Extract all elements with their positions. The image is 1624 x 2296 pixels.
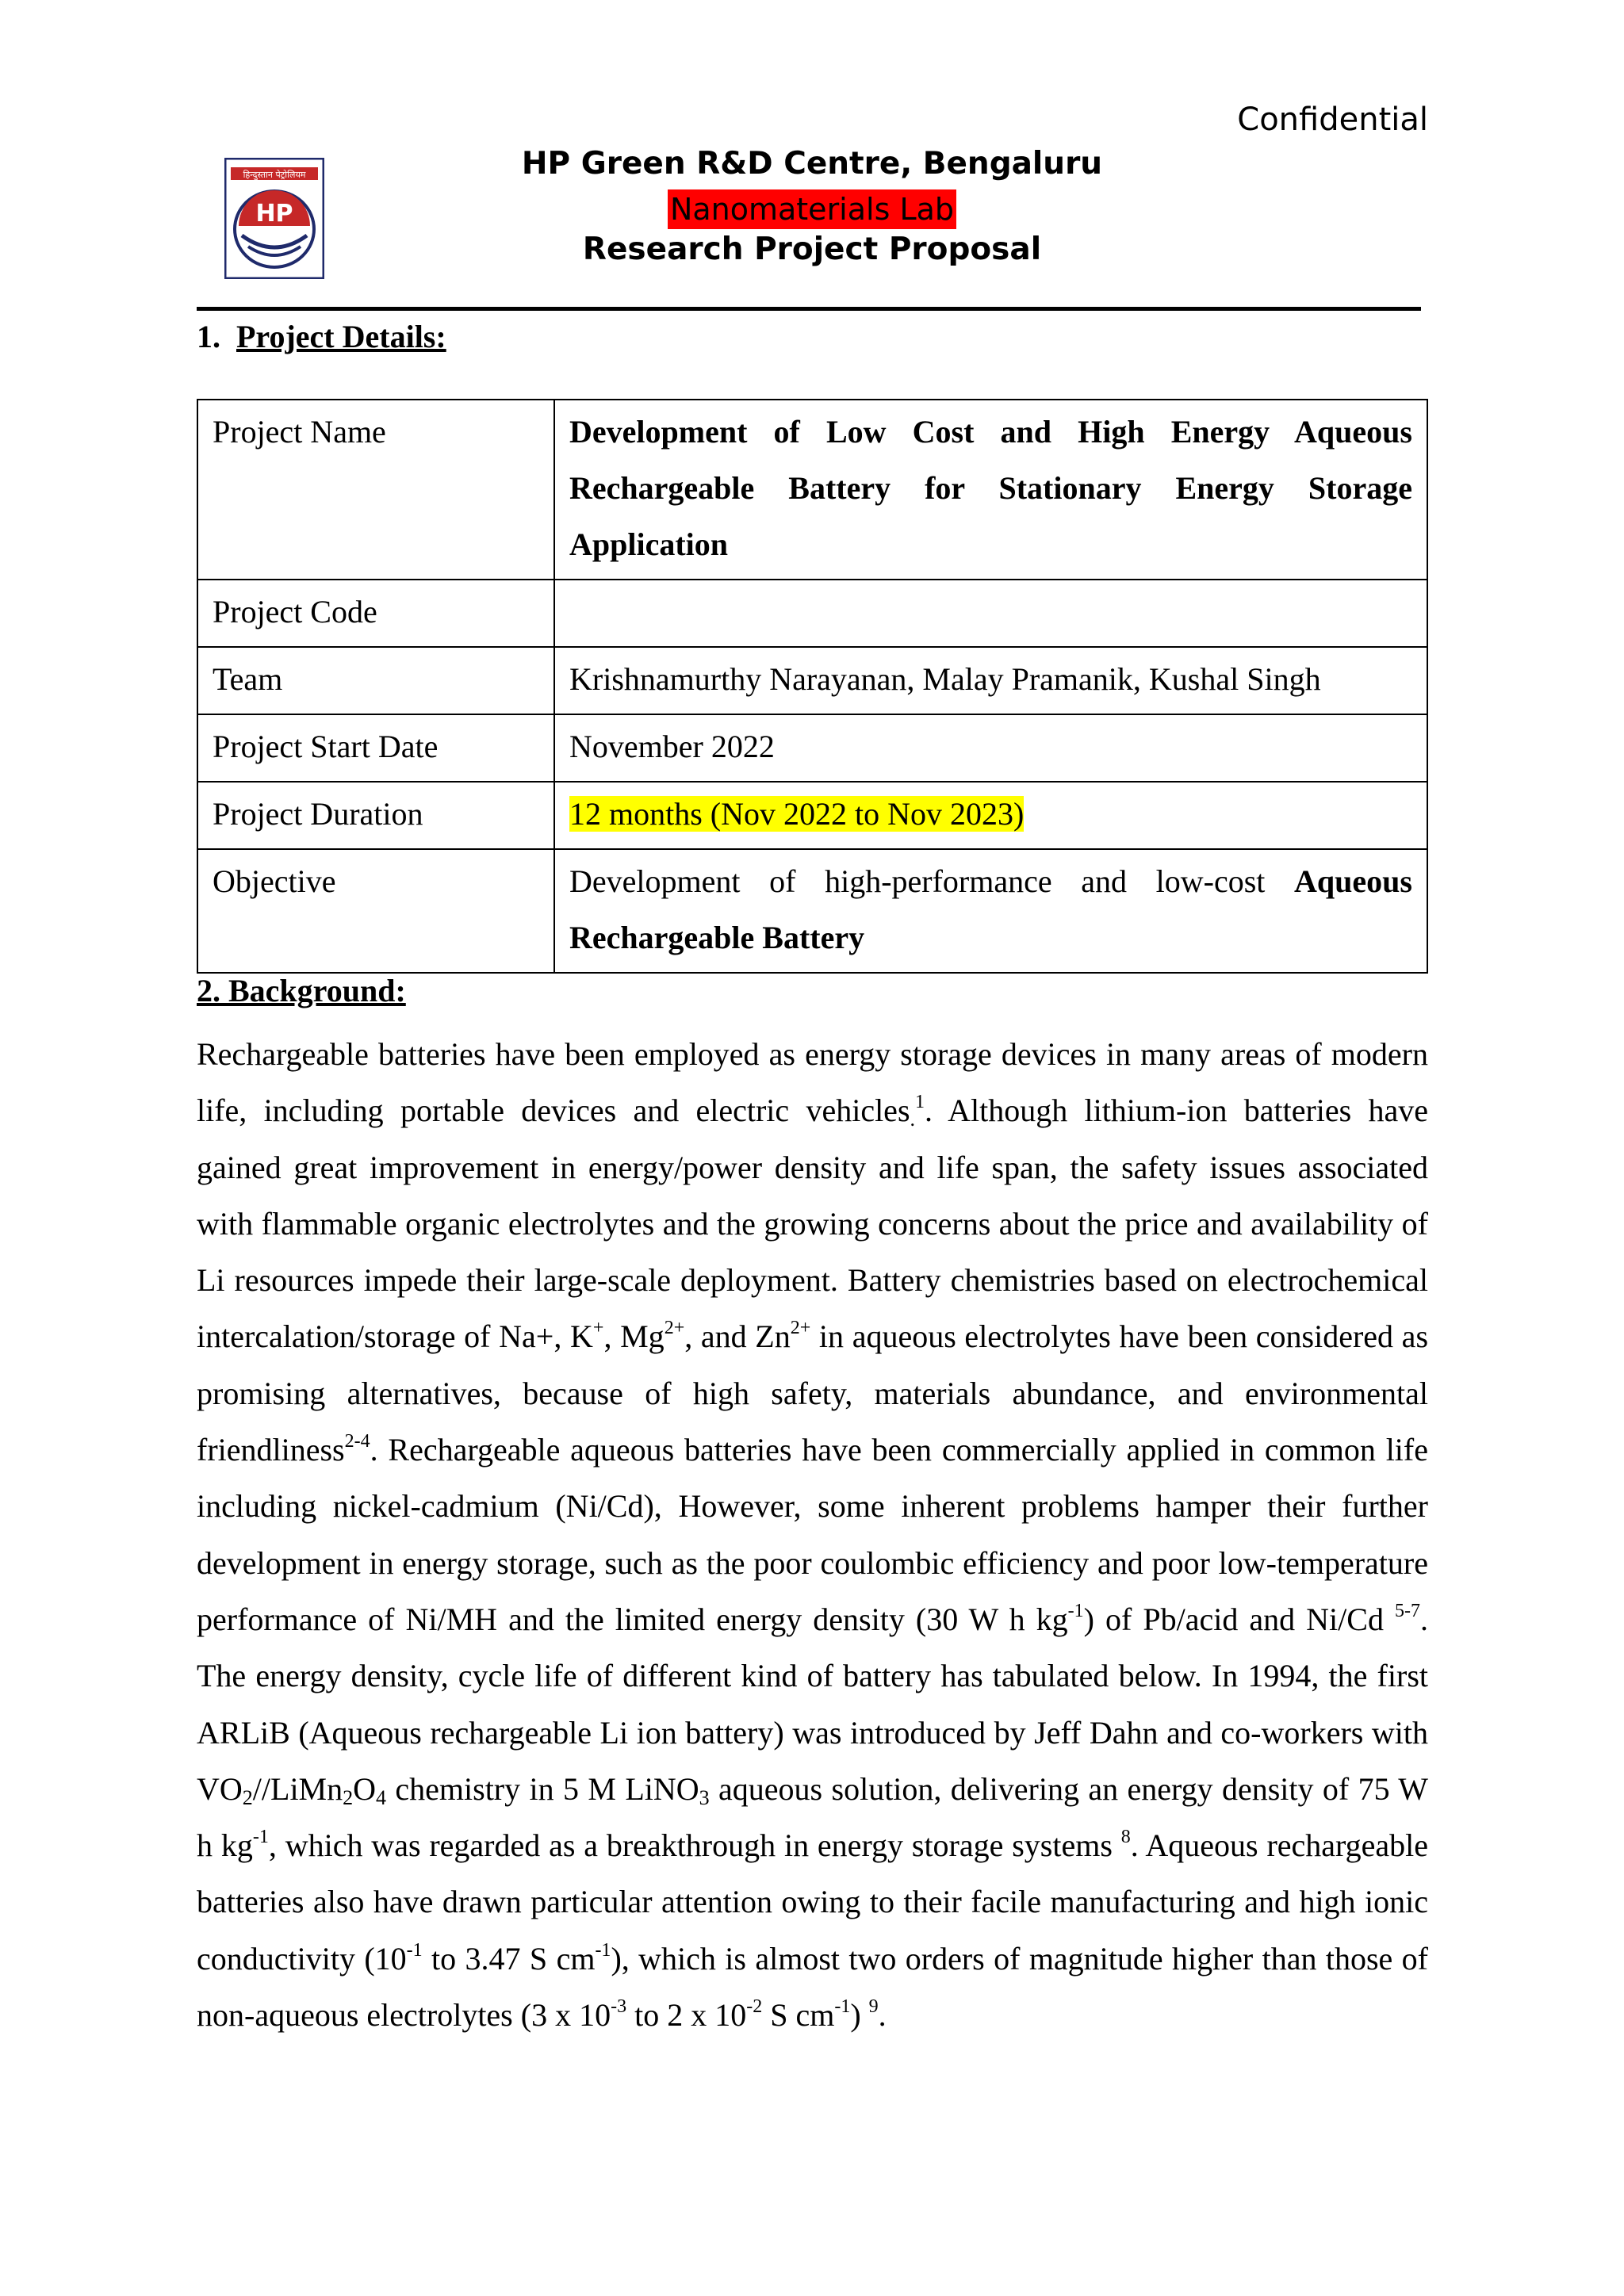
subscript: 2 [242, 1785, 253, 1809]
section-1-title: Project Details: [236, 319, 446, 354]
text-run: , and Zn [684, 1318, 791, 1355]
text-run: Rechargeable batteries have been employed as energy storage devices in many areas of modern life, including portable devices and electric vehicles [197, 1036, 1428, 1129]
team-label: Team [197, 647, 554, 714]
table-row [197, 580, 1427, 647]
section-1-number: 1. [197, 319, 220, 354]
project-code-value [554, 580, 1427, 647]
objective-bold-text: Aqueous Rechargeable Battery [569, 863, 1412, 955]
table-row [197, 400, 1427, 580]
duration-label: Project Duration [197, 782, 554, 849]
text-run: in aqueous electrolytes have been considered as promising alternatives, because of high safety, materials abundance, and environmental friendliness [197, 1318, 1429, 1468]
project-details-table [197, 399, 1428, 974]
superscript: + [592, 1318, 604, 1339]
text-run: to 2 x 10 [626, 1997, 747, 2034]
superscript: -1 [834, 1996, 851, 2018]
superscript: 2+ [664, 1318, 685, 1339]
section-2-heading [197, 972, 406, 1009]
text-run: , which was regarded as a breakthrough in energy storage systems [268, 1827, 1121, 1864]
superscript: -2 [746, 1996, 763, 2018]
citation: 9 [868, 1996, 879, 2018]
org-title: HP Green R&D Centre, Bengaluru [521, 146, 1103, 182]
superscript: 2+ [790, 1318, 811, 1339]
background-paragraph [197, 1026, 1428, 2043]
objective-label: Objective [197, 849, 554, 973]
citation: 5-7 [1395, 1600, 1421, 1621]
superscript: -1 [1067, 1600, 1084, 1621]
section-2-number: 2 [197, 973, 213, 1008]
header-divider [197, 307, 1421, 311]
start-date-label: Project Start Date [197, 714, 554, 782]
text-run: . Aqueous rechargeable batteries also have drawn particular attention owing to their facile manufacturing and high ionic conductivity (10 [197, 1827, 1429, 1976]
project-name-value: Development of Low Cost and High Energy Aqueous Rechargeable Battery for Stationary Energy Storage Application [554, 400, 1427, 580]
table-row [197, 849, 1427, 973]
logo-letters: HP [255, 200, 293, 228]
text-run: . Although lithium-ion batteries have gained great improvement in energy/power density and life span, the safety issues associated with flammable organic electrolytes and the growing concerns about the price and availability of Li resources impede their large-scale deployment. Battery chemistries based on electrochemical intercalation/storage of Na+, K [197, 1093, 1429, 1355]
table-row [197, 782, 1427, 849]
section-1-heading [197, 318, 446, 355]
citation: 2-4 [344, 1431, 370, 1452]
citation: 1 [915, 1092, 925, 1113]
subscript: 4 [376, 1785, 387, 1809]
table-row [197, 714, 1427, 782]
start-date-value: November 2022 [554, 714, 1427, 782]
text-run: . The energy density, cycle life of different kind of battery has tabulated below. In 1994, the first ARLiB (Aqueous rechargeable Li ion battery) was introduced by Jeff Dahn and co-workers with VO [197, 1601, 1429, 1807]
superscript: -3 [611, 1996, 627, 2018]
team-value: Krishnamurthy Narayanan, Malay Pramanik, Kushal Singh [554, 647, 1427, 714]
lab-name: Nanomaterials Lab [668, 189, 956, 229]
confidential-label: Confidential [1237, 101, 1428, 138]
text-run: O [353, 1770, 377, 1807]
text-run: . Rechargeable aqueous batteries have been commercially applied in common life including nickel-cadmium (Ni/Cd), However, some inherent problems hamper their further development in energy storage, such as the poor coulombic efficiency and poor low-temperature performance of Ni/MH and the limited energy density (30 W h kg [197, 1432, 1428, 1637]
citation: 8 [1120, 1827, 1131, 1848]
section-2-title: . Background: [213, 973, 406, 1008]
document-type: Research Project Proposal [582, 232, 1042, 267]
objective-value [554, 849, 1427, 973]
text-run: . [878, 1997, 887, 2034]
duration-highlight: 12 months (Nov 2022 to Nov 2023) [569, 796, 1025, 832]
text-run: . [910, 1108, 916, 1131]
table-row [197, 647, 1427, 714]
subscript: 3 [699, 1785, 710, 1809]
project-name-label: Project Name [197, 400, 554, 580]
superscript: -1 [252, 1827, 269, 1848]
text-run: ) [850, 1997, 869, 2034]
text-run: ), which is almost two orders of magnitude higher than those of non-aqueous electrolytes (3 x 10 [197, 1940, 1428, 2034]
duration-value [554, 782, 1427, 849]
objective-text: Development of high-performance and low-cost [569, 863, 1295, 899]
superscript: -1 [595, 1939, 611, 1961]
logo-top-text: हिन्दुस्तान पेट्रोलियम [243, 170, 306, 180]
project-code-label: Project Code [197, 580, 554, 647]
subscript: 2 [343, 1785, 354, 1809]
text-run: ) of Pb/acid and Ni/Cd [1083, 1601, 1396, 1637]
text-run: aqueous solution, delivering an energy density of 75 W h kg [197, 1770, 1429, 1864]
text-run: to 3.47 S cm [422, 1940, 596, 1976]
text-run: chemistry in 5 M LiNO [386, 1770, 699, 1807]
text-run: , Mg [603, 1318, 665, 1355]
text-run: S cm [762, 1997, 835, 2034]
text-run: //LiMn [252, 1770, 343, 1807]
superscript: -1 [406, 1939, 423, 1961]
